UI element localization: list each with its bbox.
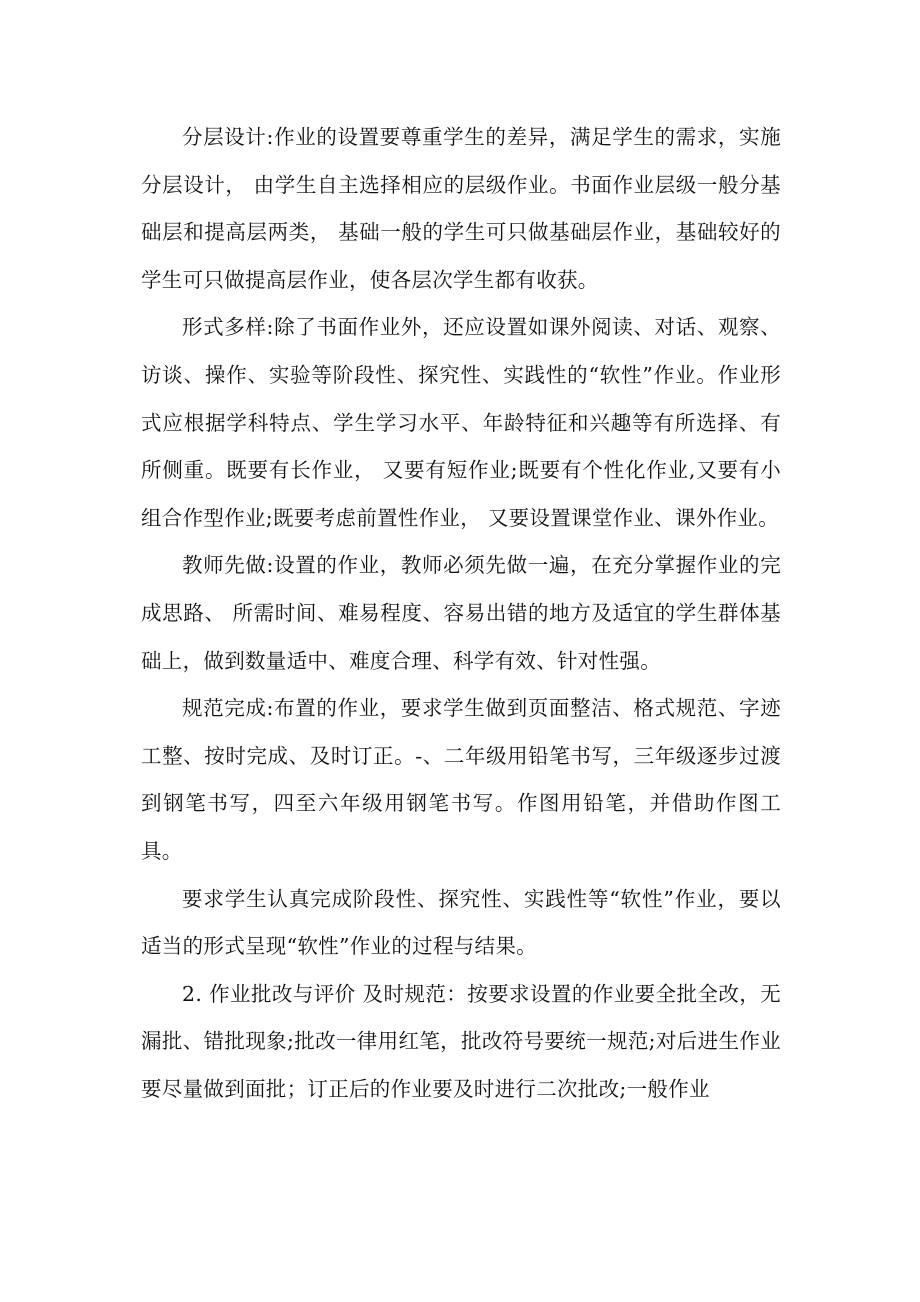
paragraph-grading-evaluation: 2. 作业批改与评价 及时规范：按要求设置的作业要全批全改，无漏批、错批现象;批改一律用红笔，批改符号要统一规范;对后进生作业要尽量做到面批；订正后的作业要及时进行二次批改;一般作业 xyxy=(141,981,781,1101)
paragraph-diverse-forms: 形式多样:除了书面作业外，还应设置如课外阅读、对话、观察、访谈、操作、实验等阶段性、探究性、实践性的“软性”作业。作业形式应根据学科特点、学生学习水平、年龄特征和兴趣等有所选择、有所侧重。既要有长作业， 又要有短作业;既要有个性化作业,又要有小组合作型作业;既要考虑前置性作业， 又要设置课堂作业、课外作业。 xyxy=(141,315,781,530)
paragraph-standard-completion: 规范完成:布置的作业，要求学生做到页面整洁、格式规范、字迹工整、按时完成、及时订正。-、二年级用铅笔书写，三年级逐步过渡到钢笔书写，四至六年级用钢笔书写。作图用铅笔，并借助作图工具。 xyxy=(141,696,781,863)
document-body xyxy=(141,114,781,1113)
paragraph-teacher-first: 教师先做:设置的作业，教师必须先做一遍，在充分掌握作业的完成思路、 所需时间、难易程度、容易出错的地方及适宜的学生群体基础上，做到数量适中、难度合理、科学有效、针对性强。 xyxy=(141,553,781,673)
paragraph-soft-homework: 要求学生认真完成阶段性、探究性、实践性等“软性”作业，要以适当的形式呈现“软性”作业的过程与结果。 xyxy=(141,886,781,959)
paragraph-layered-design: 分层设计:作业的设置要尊重学生的差异，满足学生的需求，实施分层设计， 由学生自主选择相应的层级作业。书面作业层级一般分基础层和提高层两类， 基础一般的学生可只做基础层作业，基础较好的学生可只做提高层作业，使各层次学生都有收获。 xyxy=(141,125,781,292)
